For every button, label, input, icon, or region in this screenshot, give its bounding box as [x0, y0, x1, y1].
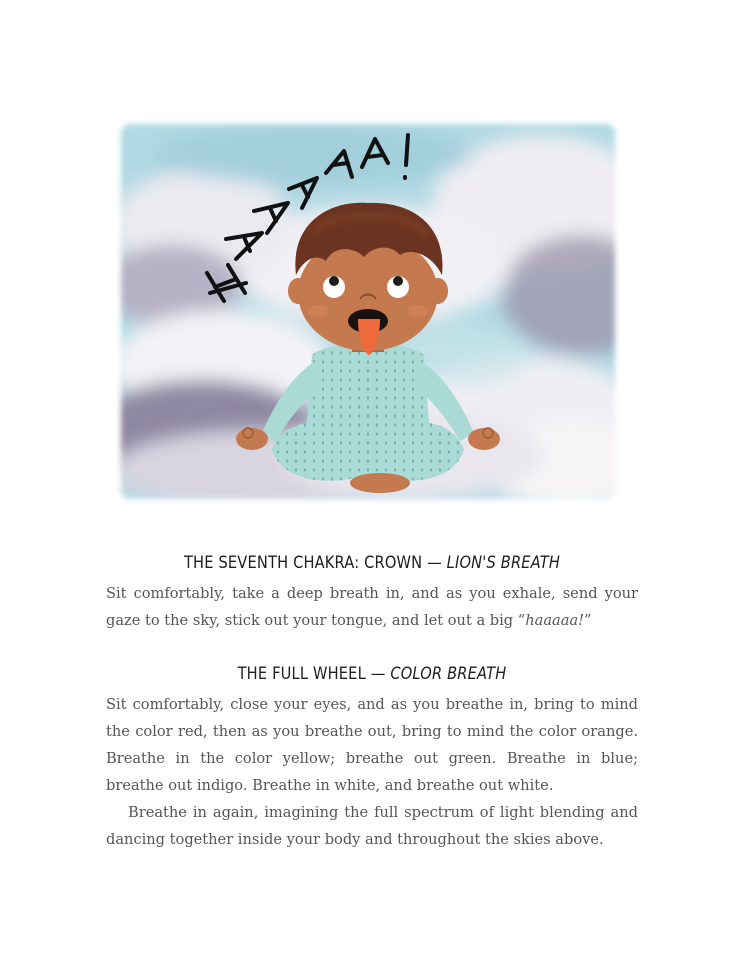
section2-heading-main: THE FULL WHEEL —	[237, 664, 391, 684]
section1-heading-sub: LION'S BREATH	[446, 553, 561, 573]
section1-text-end: ”	[584, 612, 592, 629]
section1-paragraph	[106, 580, 638, 634]
section2-heading	[143, 664, 601, 684]
section1-text: Sit comfortably, take a deep breath in, and as you exhale, send your gaze to the sky, stick out your tongue, and let out a big “	[106, 585, 638, 629]
section2-paragraph-2: Breathe in again, imagining the full spectrum of light blending and dancing together inside your body and throughout the skies above.	[106, 804, 638, 848]
section1-heading	[143, 553, 601, 573]
section2-paragraph-1: Sit comfortably, close your eyes, and as you breathe in, bring to mind the color red, then as you breathe out, bring to mind the color orange. Breathe in the color yellow; breathe out green. Breathe in blue; breathe out indigo. Breathe in white, and breathe out white.	[106, 696, 638, 794]
section2-heading-sub: COLOR BREATH	[390, 664, 507, 684]
section1-text-emphasis: haaaaa!	[525, 612, 585, 629]
section1-heading-main: THE SEVENTH CHAKRA: CROWN —	[183, 553, 447, 573]
meditating-child-illustration	[112, 115, 624, 508]
